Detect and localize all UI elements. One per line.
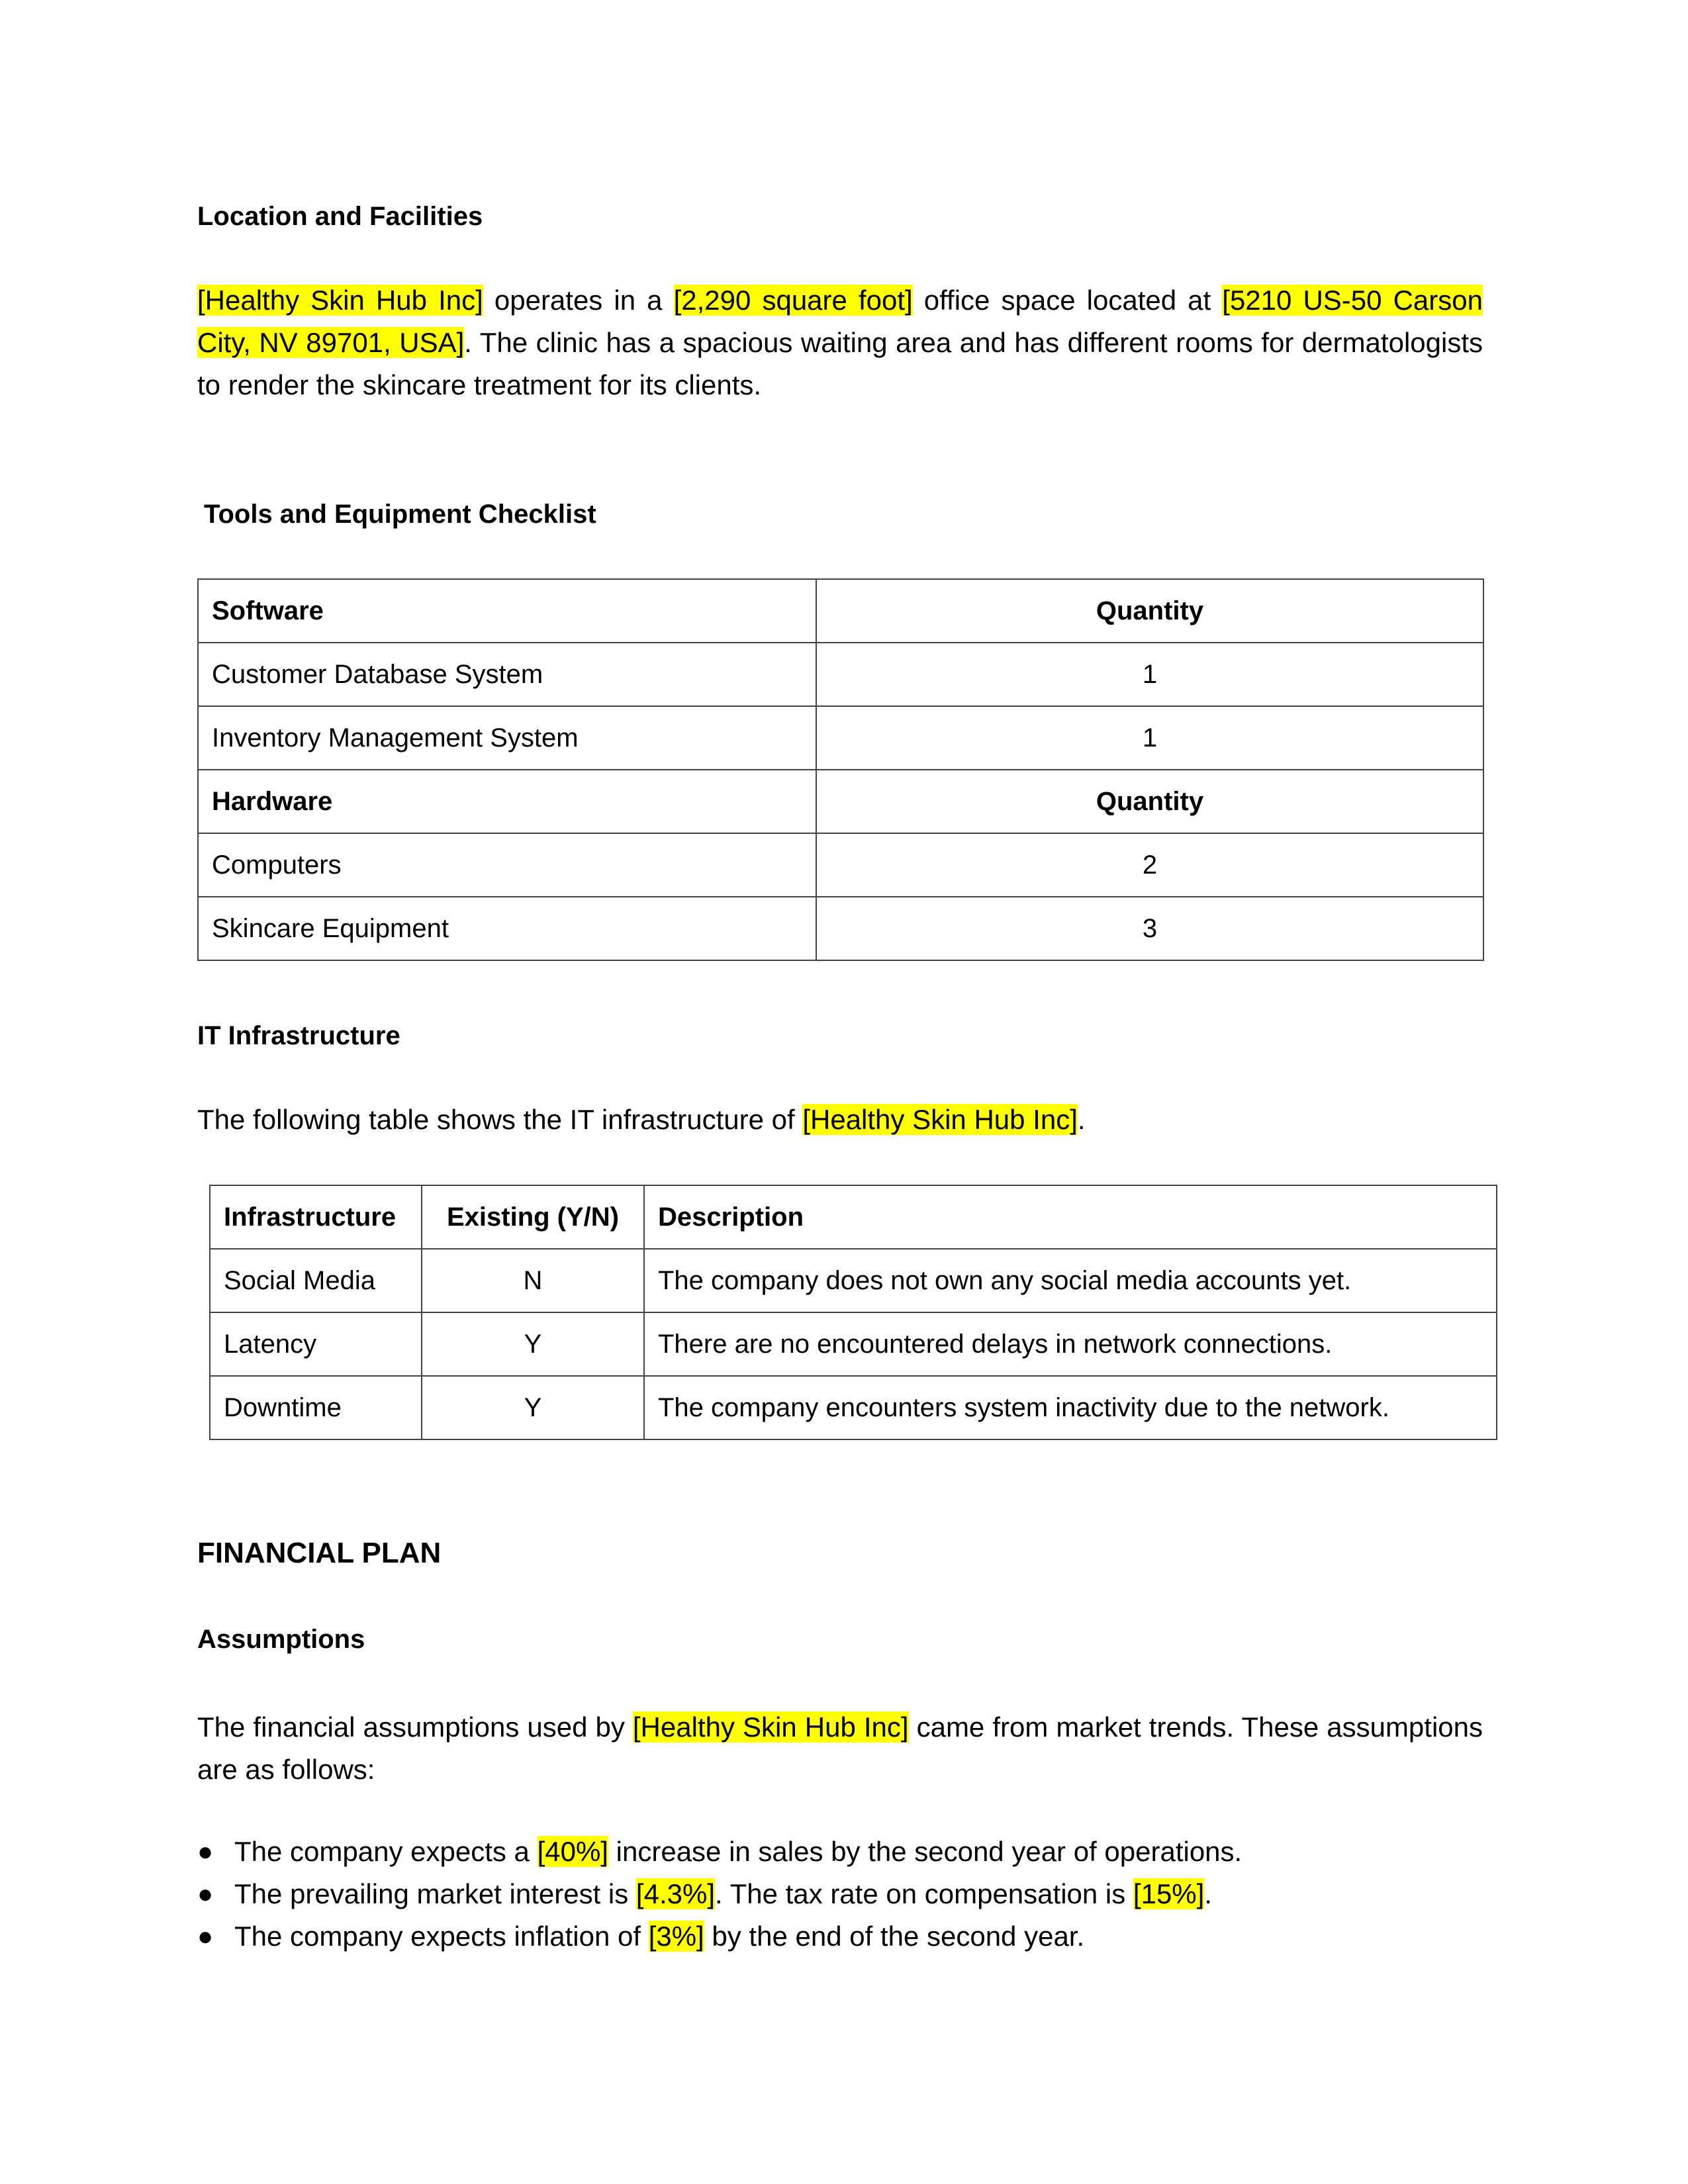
highlight-interest-rate: [4.3%]: [635, 1878, 715, 1909]
existing-value: N: [422, 1249, 644, 1312]
highlight-address: [5210 US-50 Carson City, NV 89701, USA]: [197, 285, 1483, 358]
tool-item: Skincare Equipment: [198, 897, 816, 960]
list-item: ● The company expects a [40%] increase in sales by the second year of operations.: [197, 1831, 1242, 1873]
existing-value: Y: [422, 1376, 644, 1439]
infrastructure-description: The company encounters system inactivity due to the network.: [644, 1376, 1497, 1439]
location-heading: Location and Facilities: [197, 202, 483, 231]
highlight-square-footage: [2,290 square foot]: [673, 285, 913, 316]
infrastructure-name: Latency: [210, 1312, 422, 1376]
table-row: [210, 1185, 1497, 1249]
tool-item: Inventory Management System: [198, 706, 816, 770]
highlight-inflation: [3%]: [648, 1921, 704, 1952]
assumptions-list: [197, 1831, 1242, 1958]
table-row: [198, 643, 1483, 706]
list-item: ● The prevailing market interest is [4.3%]. The tax rate on compensation is [15%].: [197, 1873, 1242, 1915]
existing-value: Y: [422, 1312, 644, 1376]
financial-plan-heading: FINANCIAL PLAN: [197, 1537, 442, 1569]
hardware-header: Hardware: [198, 770, 816, 833]
highlight-tax-rate: [15%]: [1133, 1878, 1205, 1909]
location-paragraph: [Healthy Skin Hub Inc] operates in a [2,290 square foot] office space located at [5210 US-50 Carson City, NV 89701, USA]. The clinic has a spacious waiting area and has different rooms for dermatologists to render the skincare treatment for its clients.: [197, 285, 1483, 400]
infrastructure-name: Social Media: [210, 1249, 422, 1312]
infrastructure-description: The company does not own any social media accounts yet.: [644, 1249, 1497, 1312]
table-row: [198, 770, 1483, 833]
quantity-header: Quantity: [816, 579, 1483, 643]
tools-heading: Tools and Equipment Checklist: [204, 500, 596, 529]
column-header: Existing (Y/N): [422, 1185, 644, 1249]
assumptions-heading: Assumptions: [197, 1625, 365, 1654]
quantity-header: Quantity: [816, 770, 1483, 833]
bullet-icon: ●: [197, 1922, 214, 1951]
bullet-icon: ●: [197, 1837, 214, 1866]
tools-table: [197, 578, 1484, 961]
tool-item: Computers: [198, 833, 816, 897]
table-row: [198, 706, 1483, 770]
bullet-icon: ●: [197, 1880, 214, 1909]
tool-quantity: 3: [816, 897, 1483, 960]
column-header: Infrastructure: [210, 1185, 422, 1249]
table-row: [210, 1376, 1497, 1439]
assumptions-intro: The financial assumptions used by [Healthy Skin Hub Inc] came from market trends. These assumptions are as follows:: [197, 1711, 1483, 1785]
tool-item: Customer Database System: [198, 643, 816, 706]
infrastructure-name: Downtime: [210, 1376, 422, 1439]
table-row: [198, 833, 1483, 897]
it-table: [209, 1185, 1497, 1440]
software-header: Software: [198, 579, 816, 643]
highlight-company-name: [Healthy Skin Hub Inc]: [802, 1104, 1078, 1135]
column-header: Description: [644, 1185, 1497, 1249]
table-row: [210, 1312, 1497, 1376]
infrastructure-description: There are no encountered delays in network connections.: [644, 1312, 1497, 1376]
table-row: [198, 579, 1483, 643]
highlight-sales-increase: [40%]: [537, 1836, 608, 1867]
list-item: ● The company expects inflation of [3%] by the end of the second year.: [197, 1915, 1242, 1958]
table-row: [210, 1249, 1497, 1312]
tool-quantity: 2: [816, 833, 1483, 897]
highlight-company-name: [Healthy Skin Hub Inc]: [632, 1711, 909, 1743]
highlight-company-name: [Healthy Skin Hub Inc]: [197, 285, 483, 316]
tool-quantity: 1: [816, 706, 1483, 770]
it-heading: IT Infrastructure: [197, 1021, 400, 1050]
it-intro: The following table shows the IT infrastructure of [Healthy Skin Hub Inc].: [197, 1104, 1086, 1135]
table-row: [198, 897, 1483, 960]
tool-quantity: 1: [816, 643, 1483, 706]
